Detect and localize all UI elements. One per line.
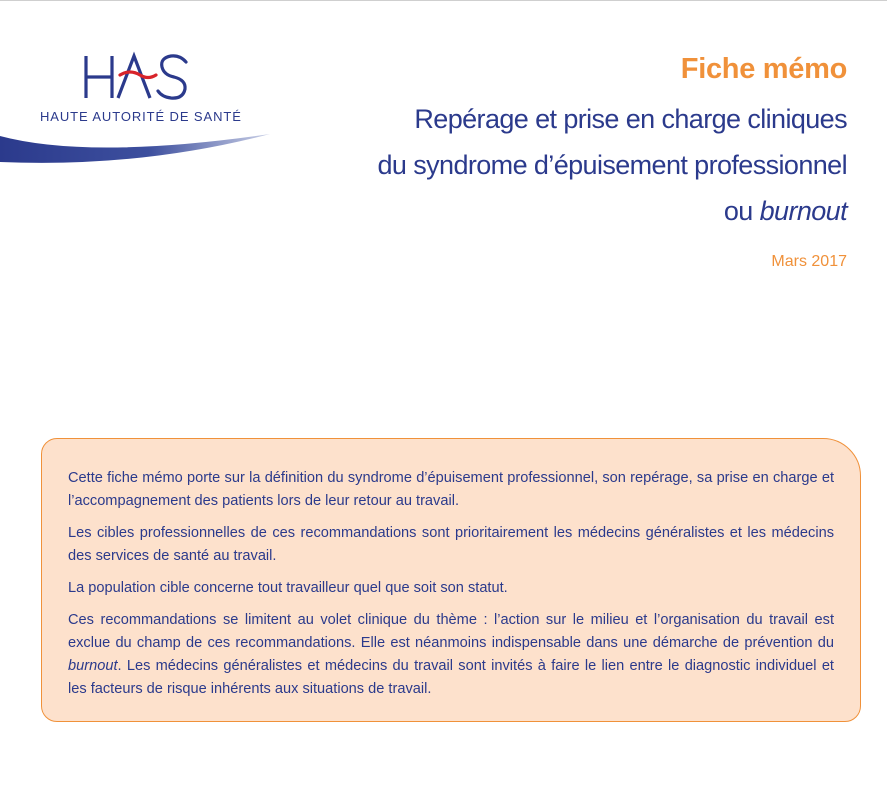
has-logo-subtitle: HAUTE AUTORITÉ DE SANTÉ [40,109,242,124]
title-line-2: du syndrome d’épuisement professionnel [377,150,847,180]
title-line-3 [327,188,847,234]
summary-paragraph-4-part-1: Ces recommandations se limitent au volet clinique du thème : l’action sur le milieu et l’organisation du travail est exclue du champ de ces recommandations. Elle est néanmoins indispensable dans une démarche de prévention du [68,612,834,651]
has-logo-swoosh [0,128,280,178]
top-divider [0,0,887,1]
summary-paragraph-3: La population cible concerne tout travailleur quel que soit son statut. [68,580,508,596]
title-emphasis-burnout: burnout [759,196,847,226]
summary-emphasis-burnout: burnout [68,658,118,674]
summary-paragraph-4 [68,609,834,701]
publication-date: Mars 2017 [771,253,847,270]
summary-box [41,438,861,722]
title-line-3-prefix: ou [723,196,760,226]
has-logo-letters [82,48,202,108]
summary-paragraph-1: Cette fiche mémo porte sur la définition du syndrome d’épuisement professionnel, son repérage, sa prise en charge et l’accompagnement des patients lors de leur retour au travail. [68,470,834,509]
summary-paragraph-2: Les cibles professionnelles de ces recommandations sont prioritairement les médecins généralistes et les médecins des services de santé au travail. [68,525,834,564]
document-type: Fiche mémo [680,53,847,85]
title-block [327,50,847,272]
has-logo [0,40,300,180]
summary-paragraph-4-part-2: . Les médecins généralistes et médecins du travail sont invités à faire le lien entre le diagnostic individuel et les facteurs de risque inhérents aux situations de travail. [68,658,834,697]
title-line-1: Repérage et prise en charge cliniques [414,104,847,134]
